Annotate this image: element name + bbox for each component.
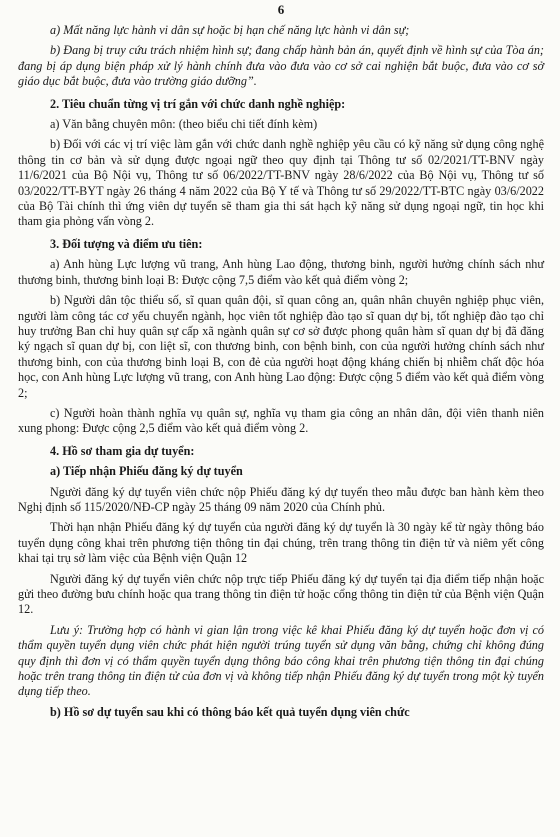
paragraph-disqualification-a: a) Mất năng lực hành vi dân sự hoặc bị hạn chế năng lực hành vi dân sự; xyxy=(50,23,410,37)
paragraph-priority-b: b) Người dân tộc thiểu số, sĩ quan quân đội, sĩ quan công an, quân nhân chuyên nghiệp phục viên, người làm công tác cơ yếu chuyển ngành, học viên tốt nghiệp đào tạo sĩ quan dự bị, tốt nghiệp đào tạo chỉ huy trưởng Ban chỉ huy quân sự cấp xã ngành quân sự cơ sở được phong quân hàm sĩ quan dự bị đã đăng ký ngạch sĩ quan dự bị, con liệt sĩ, con thương binh, con bệnh binh, con của người hưởng chính sách như thương binh, con của thương binh loại B, con đẻ của người hoạt động kháng chiến bị nhiễm chất độc hóa học, con Anh hùng Lực lượng vũ trang, con Anh hùng Lao động: Được cộng 5 điểm vào kết quả điểm vòng 2; xyxy=(18,293,544,400)
paragraph-priority-a: a) Anh hùng Lực lượng vũ trang, Anh hùng Lao động, thương binh, người hưởng chính sách như thương binh, thương binh loại B: Được cộng 7,5 điểm vào kết quả điểm vòng 2; xyxy=(18,257,544,287)
paragraph-deadline: Thời hạn nhận Phiếu đăng ký dự tuyển của người đăng ký dự tuyển là 30 ngày kể từ ngày thông báo tuyển dụng công khai trên phương tiện thông tin đại chúng, trên trang thông tin điện tử và niêm yết công khai tại trụ sở làm việc của Bệnh viện Quận 12 xyxy=(18,520,544,566)
heading-section-3: 3. Đối tượng và điểm ưu tiên: xyxy=(50,236,203,251)
paragraph-submission: Người đăng ký dự tuyển viên chức nộp trực tiếp Phiếu đăng ký dự tuyển tại địa điểm tiếp nhận hoặc gửi theo đường bưu chính hoặc qua trang thông tin điện tử hoặc cổng thông tin điện tử của Bệnh viện Quận 12. xyxy=(18,571,544,617)
page-number: 6 xyxy=(277,2,285,17)
paragraph-degree: a) Văn bằng chuyên môn: (theo biểu chi tiết đính kèm) xyxy=(50,117,318,132)
heading-section-4a: a) Tiếp nhận Phiếu đăng ký dự tuyển xyxy=(50,464,243,479)
heading-section-2: 2. Tiêu chuẩn từng vị trí gắn với chức danh nghề nghiệp: xyxy=(50,96,346,111)
heading-section-4: 4. Hồ sơ tham gia dự tuyển: xyxy=(50,443,195,458)
paragraph-priority-c: c) Người hoàn thành nghĩa vụ quân sự, nghĩa vụ tham gia công an nhân dân, đội viên thanh niên xung phong: Được cộng 2,5 điểm vào kết quả điểm vòng 2. xyxy=(18,405,544,436)
heading-section-4b: b) Hồ sơ dự tuyển sau khi có thông báo kết quả tuyển dụng viên chức xyxy=(50,704,410,719)
paragraph-skills: b) Đối với các vị trí việc làm gắn với chức danh nghề nghiệp yêu cầu có kỹ năng sử dụng công nghệ thông tin cơ bản và sử dụng được ngoại ngữ theo quy định tại Thông tư số 02/2021/TT-BNV ngày 11/6/2021 của Bộ Nội vụ, Thông tư số 06/2022/TT-BNV ngày 28/6/2022 của Bộ Nội vụ, Thông tư số 03/2022/TT-BYT ngày 26 tháng 4 năm 2022 của Bộ Y tế và Thông tư số 29/2022/TT-BTC ngày 03/6/2022 của Bộ Tài chính thì ứng viên dự tuyển sẽ tham gia thi sát hạch kỹ năng sử dụng ngoại ngữ, tin học khi tham gia phỏng vấn vòng 2. xyxy=(18,137,544,229)
paragraph-registration-form: Người đăng ký dự tuyển viên chức nộp Phiếu đăng ký dự tuyển theo mẫu được ban hành kèm theo Nghị định số 115/2020/NĐ-CP ngày 25 tháng 09 năm 2020 của Chính phủ. xyxy=(18,484,544,514)
paragraph-note: Lưu ý: Trường hợp có hành vi gian lận trong việc kê khai Phiếu đăng ký dự tuyển hoặc đơn vị có thẩm quyền tuyển dụng viên chức phát hiện người trúng tuyển sử dụng văn bằng, chứng chỉ không đúng quy định thì đơn vị có thẩm quyền tuyển dụng thông báo công khai trên phương tiện thông tin đại chúng hoặc trên trang thông tin điện tử của đơn vị và không tiếp nhận Phiếu đăng ký dự tuyển trong một kỳ tuyển dụng tiếp theo. xyxy=(18,622,544,699)
paragraph-disqualification-b: b) Đang bị truy cứu trách nhiệm hình sự; đang chấp hành bản án, quyết định về hình sự của Tòa án; đang bị áp dụng biện pháp xử lý hành chính đưa vào đưa vào cơ sở cai nghiện bắt buộc, đưa vào cơ sở giáo dục bắt buộc, đưa vào trường giáo dưỡng”. xyxy=(18,43,544,89)
